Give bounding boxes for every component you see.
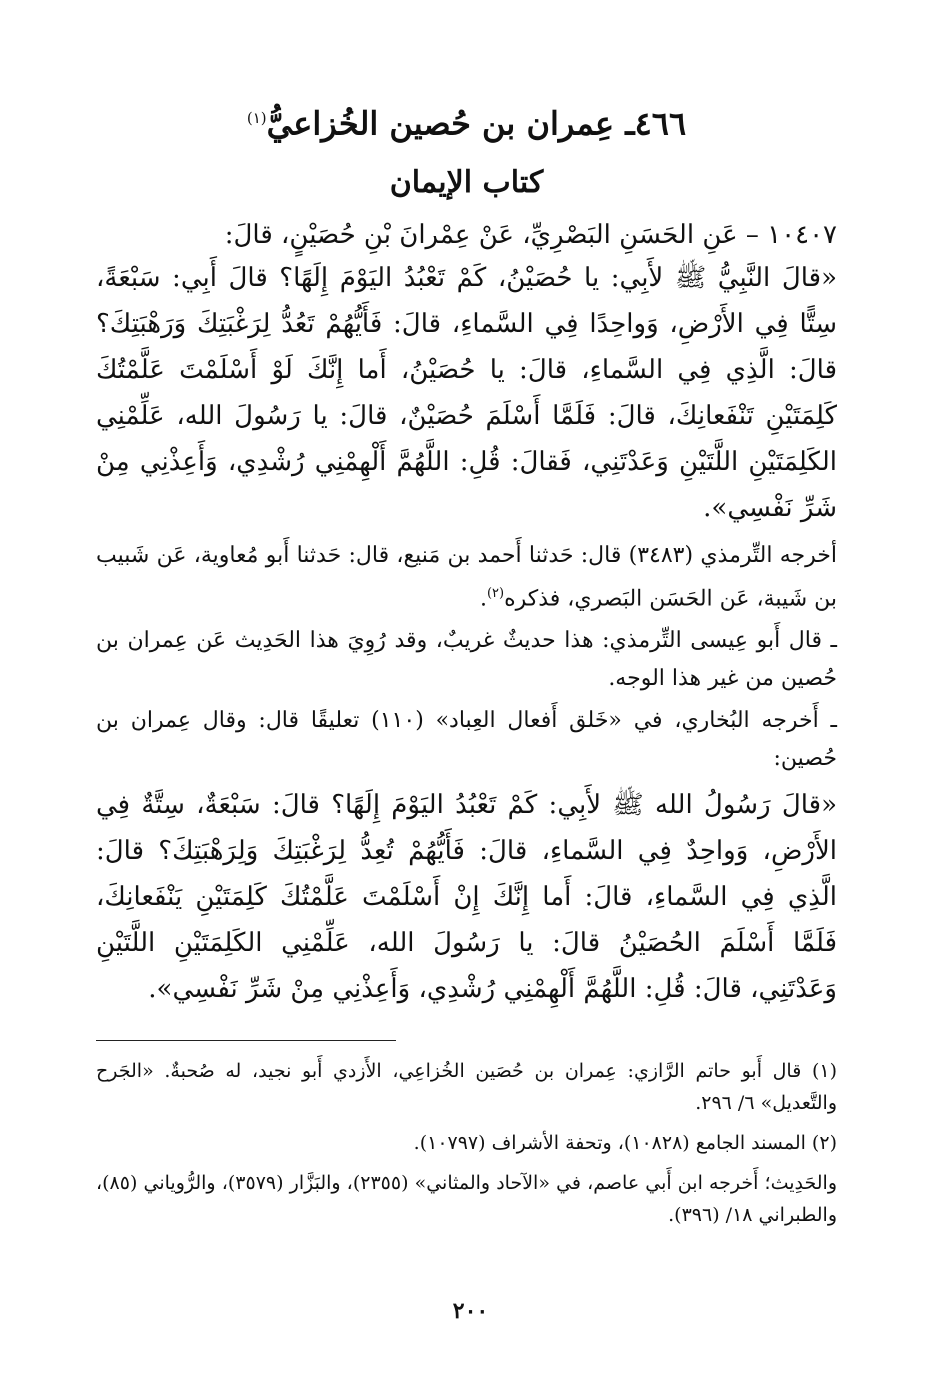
footnote-1: (١) قال أَبو حاتم الرَّازي: عِمران بن حُصَين الخُزاعِي، الأَزدي أَبو نجيد، له صُحبةٌ. «الجَرح والتَّعديل» ٦/ ٢٩٦. xyxy=(96,1059,837,1114)
chapter-title-text: ٤٦٦ـ عِمران بن حُصين الخُزاعيُّ xyxy=(266,104,687,143)
hadith-1-text: «قالَ النَّبِيُّ ﷺ لأَبِي: يا حُصَيْنُ، كَمْ تَعْبُدُ اليَوْمَ إِلَهًا؟ قالَ أَبِي: سَبْعَةً، سِتًّا فِي الأَرْضِ، وَواحِدًا فِي السَّماءِ، قالَ: فَأَيُّهُمْ تَعُدُّ لِرَغْبَتِكَ وَرَهْبَتِكَ؟ قالَ: الَّذِي فِي السَّماءِ، قالَ: يا حُصَيْنُ، أَما إِنَّكَ لَوْ أَسْلَمْتَ عَلَّمْتُكَ كَلِمَتَيْنِ تَنْفَعانِكَ، قالَ: فَلَمَّا أَسْلَمَ حُصَيْنٌ، قالَ: يا رَسُولَ الله، عَلِّمْنِي الكَلِمَتَيْنِ اللَّتَيْنِ وَعَدْتَنِي، فَقالَ: قُلِ: اللَّهُمَّ أَلْهِمْنِي رُشْدِي، وَأَعِذْنِي مِنْ شَرِّ نَفْسِي». xyxy=(96,262,837,523)
hadith-1-header: ١٠٤٠٧ – عَنِ الحَسَنِ البَصْرِيِّ، عَنْ عِمْرانَ بْنِ حُصَيْنٍ، قالَ: xyxy=(224,219,837,250)
document-page xyxy=(96,95,837,1342)
page-number: ٢٠٠ xyxy=(452,1298,489,1324)
hadith-2-text: «قالَ رَسُولُ الله ﷺ لأَبِي: كَمْ تَعْبُدُ اليَوْمَ إِلَهًا؟ قالَ: سَبْعَةٌ، سِتَّةٌ فِي الأَرْضِ، وَواحِدٌ فِي السَّماءِ، قالَ: فَأَيُّهُمْ تُعِدُّ لِرَغْبَتِكَ وَلِرَهْبَتِكَ؟ قالَ: الَّذِي فِي السَّماءِ، قالَ: أَما إِنَّكَ إِنْ أَسْلَمْتَ عَلَّمْتُكَ كَلِمَتَيْنِ يَنْفَعانِكَ، فَلَمَّا أَسْلَمَ الحُصَيْنُ قالَ: يا رَسُولَ الله، عَلِّمْنِي الكَلِمَتَيْنِ اللَّتَيْنِ وَعَدْتَنِي، قالَ: قُلِ: اللَّهُمَّ أَلْهِمْنِي رُشْدِي، وَأَعِذْنِي مِنْ شَرِّ نَفْسِي». xyxy=(96,789,837,1004)
footnote-2: (٢) المسند الجامع (١٠٨٢٨)، وتحفة الأشراف (١٠٧٩٧). xyxy=(413,1131,837,1154)
bukhari-takhrij: ـ أَخرجه البُخاري، في «خَلق أَفعال العِباد» (١١٠) تعليقًا قال: وقال عِمران بن حُصين: xyxy=(96,707,837,771)
tirmidhi-takhrij xyxy=(96,537,837,618)
chapter-footnote-ref: (١) xyxy=(246,109,267,127)
book-title: كتاب الإيمان xyxy=(389,164,544,200)
tirmidhi-footnote-ref: (٢) xyxy=(486,585,505,601)
chapter-title xyxy=(96,95,837,147)
tirmidhi-takhrij-end: . xyxy=(479,585,487,611)
footnote-2-continued: والحَدِيث؛ أَخرجه ابن أَبي عاصم، في «الآحاد والمثاني» (٢٣٥٥)، والبَزَّار (٣٥٧٩)، والرُّوياني (٨٥)، والطبراني ١٨/ (٣٩٦). xyxy=(96,1171,837,1226)
tirmidhi-takhrij-text: أخرجه التِّرمذي (٣٤٨٣) قال: حَدثنا أَحمد بن مَنيع، قال: حَدثنا أَبو مُعاوية، عَن شَبيب بن شَيبة، عَن الحَسَن البَصري، فذكره xyxy=(96,542,837,611)
footnote-divider xyxy=(96,1040,396,1041)
tirmidhi-comment: ـ قال أَبو عِيسى التِّرمذي: هذا حديثٌ غريبٌ، وقد رُوِيَ هذا الحَدِيث عَن عِمران بن حُصين من غير هذا الوجه. xyxy=(96,627,837,691)
